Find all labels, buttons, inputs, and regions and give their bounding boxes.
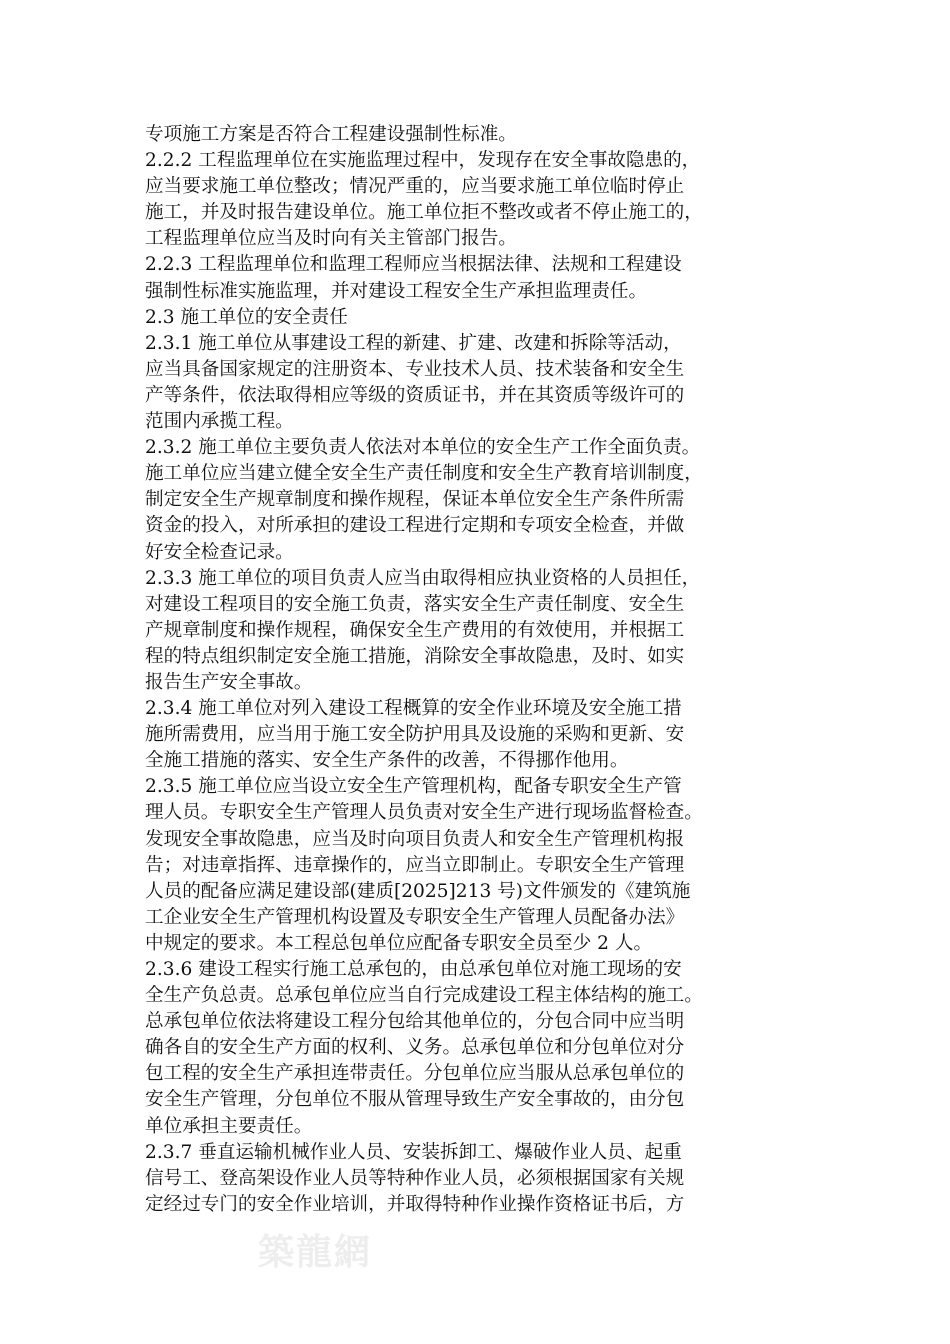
- text-line: 范围内承揽工程。: [145, 411, 294, 433]
- text-line: 工企业安全生产管理机构设置及专职安全生产管理人员配备办法》: [145, 906, 685, 928]
- text-line: 包工程的安全生产承担连带责任。分包单位应当服从总承包单位的: [145, 1063, 685, 1085]
- text-line: 工程监理单位应当及时向有关主管部门报告。: [145, 228, 517, 250]
- text-line: 制定安全生产规章制度和操作规程，保证本单位安全生产条件所需: [145, 489, 685, 511]
- text-line: 2.3.2 施工单位主要负责人依法对本单位的安全生产工作全面负责。: [145, 437, 701, 459]
- text-line: 2.3.6 建设工程实行施工总承包的，由总承包单位对施工现场的安: [145, 959, 682, 980]
- text-line: 对建设工程项目的安全施工负责，落实安全生产责任制度、安全生: [145, 593, 685, 615]
- text-line: 2.3.1 施工单位从事建设工程的新建、扩建、改建和拆除等活动，: [145, 332, 682, 354]
- text-line: 2.3.4 施工单位对列入建设工程概算的安全作业环境及安全施工措: [145, 698, 682, 720]
- text-line: 安全生产管理，分包单位不服从管理导致生产安全事故的，由分包: [145, 1089, 685, 1111]
- text-line: 好安全检查记录。: [145, 541, 294, 563]
- text-line: 总承包单位依法将建设工程分包给其他单位的，分包合同中应当明: [145, 1011, 685, 1033]
- text-line: 全施工措施的落实、安全生产条件的改善，不得挪作他用。: [145, 750, 629, 772]
- text-line: 2.3.5 施工单位应当设立安全生产管理机构，配备专职安全生产管: [145, 776, 682, 798]
- text-line: 信号工、登高架设作业人员等特种作业人员，必须根据国家有关规: [145, 1167, 685, 1189]
- watermark-logo: 築龍網: [258, 1231, 373, 1273]
- text-line: 产规章制度和操作规程，确保安全生产费用的有效使用，并根据工: [145, 619, 685, 641]
- text-line: 程的特点组织制定安全施工措施，消除安全事故隐患，及时、如实: [145, 645, 685, 667]
- text-line: 中规定的要求。本工程总包单位应配备专职安全员至少 2 人。: [145, 932, 653, 954]
- text-line: 2.2.3 工程监理单位和监理工程师应当根据法律、法规和工程建设: [145, 254, 682, 276]
- text-line: 2.3 施工单位的安全责任: [145, 306, 348, 328]
- text-line: 告；对违章指挥、违章操作的，应当立即制止。专职安全生产管理: [145, 854, 685, 876]
- text-line: 发现安全事故隐患，应当及时向项目负责人和安全生产管理机构报: [145, 828, 685, 850]
- text-line: 2.3.7 垂直运输机械作业人员、安装拆卸工、爆破作业人员、起重: [145, 1141, 682, 1163]
- text-line: 定经过专门的安全作业培训，并取得特种作业操作资格证书后，方: [145, 1193, 685, 1215]
- text-line: 人员的配备应满足建设部(建质[2025]213 号)文件颁发的《建筑施: [145, 880, 691, 902]
- text-line: 确各自的安全生产方面的权利、义务。总承包单位和分包单位对分: [145, 1037, 685, 1059]
- text-line: 2.2.2 工程监理单位在实施监理过程中，发现存在安全事故隐患的，: [145, 150, 701, 172]
- text-line: 强制性标准实施监理，并对建设工程安全生产承担监理责任。: [145, 280, 648, 302]
- text-line: 专项施工方案是否符合工程建设强制性标准。: [145, 124, 517, 145]
- text-line: 2.3.3 施工单位的项目负责人应当由取得相应执业资格的人员担任，: [145, 567, 701, 589]
- text-line: 理人员。专职安全生产管理人员负责对安全生产进行现场监督检查。: [145, 802, 703, 824]
- text-line: 应当要求施工单位整改；情况严重的，应当要求施工单位临时停止: [145, 176, 685, 198]
- text-line: 资金的投入，对所承担的建设工程进行定期和专项安全检查，并做: [145, 515, 685, 537]
- text-line: 施工，并及时报告建设单位。施工单位拒不整改或者不停止施工的，: [145, 202, 703, 224]
- text-line: 应当具备国家规定的注册资本、专业技术人员、技术装备和安全生: [145, 358, 685, 380]
- document-body: [145, 122, 813, 1218]
- text-line: 施所需费用，应当用于施工安全防护用具及设施的采购和更新、安: [145, 724, 685, 746]
- text-line: 产等条件，依法取得相应等级的资质证书，并在其资质等级许可的: [145, 384, 685, 406]
- text-line: 单位承担主要责任。: [145, 1115, 313, 1137]
- text-line: 全生产负总责。总承包单位应当自行完成建设工程主体结构的施工。: [145, 985, 703, 1007]
- text-line: 施工单位应当建立健全安全生产责任制度和安全生产教育培训制度，: [145, 463, 703, 485]
- text-line: 报告生产安全事故。: [145, 671, 313, 693]
